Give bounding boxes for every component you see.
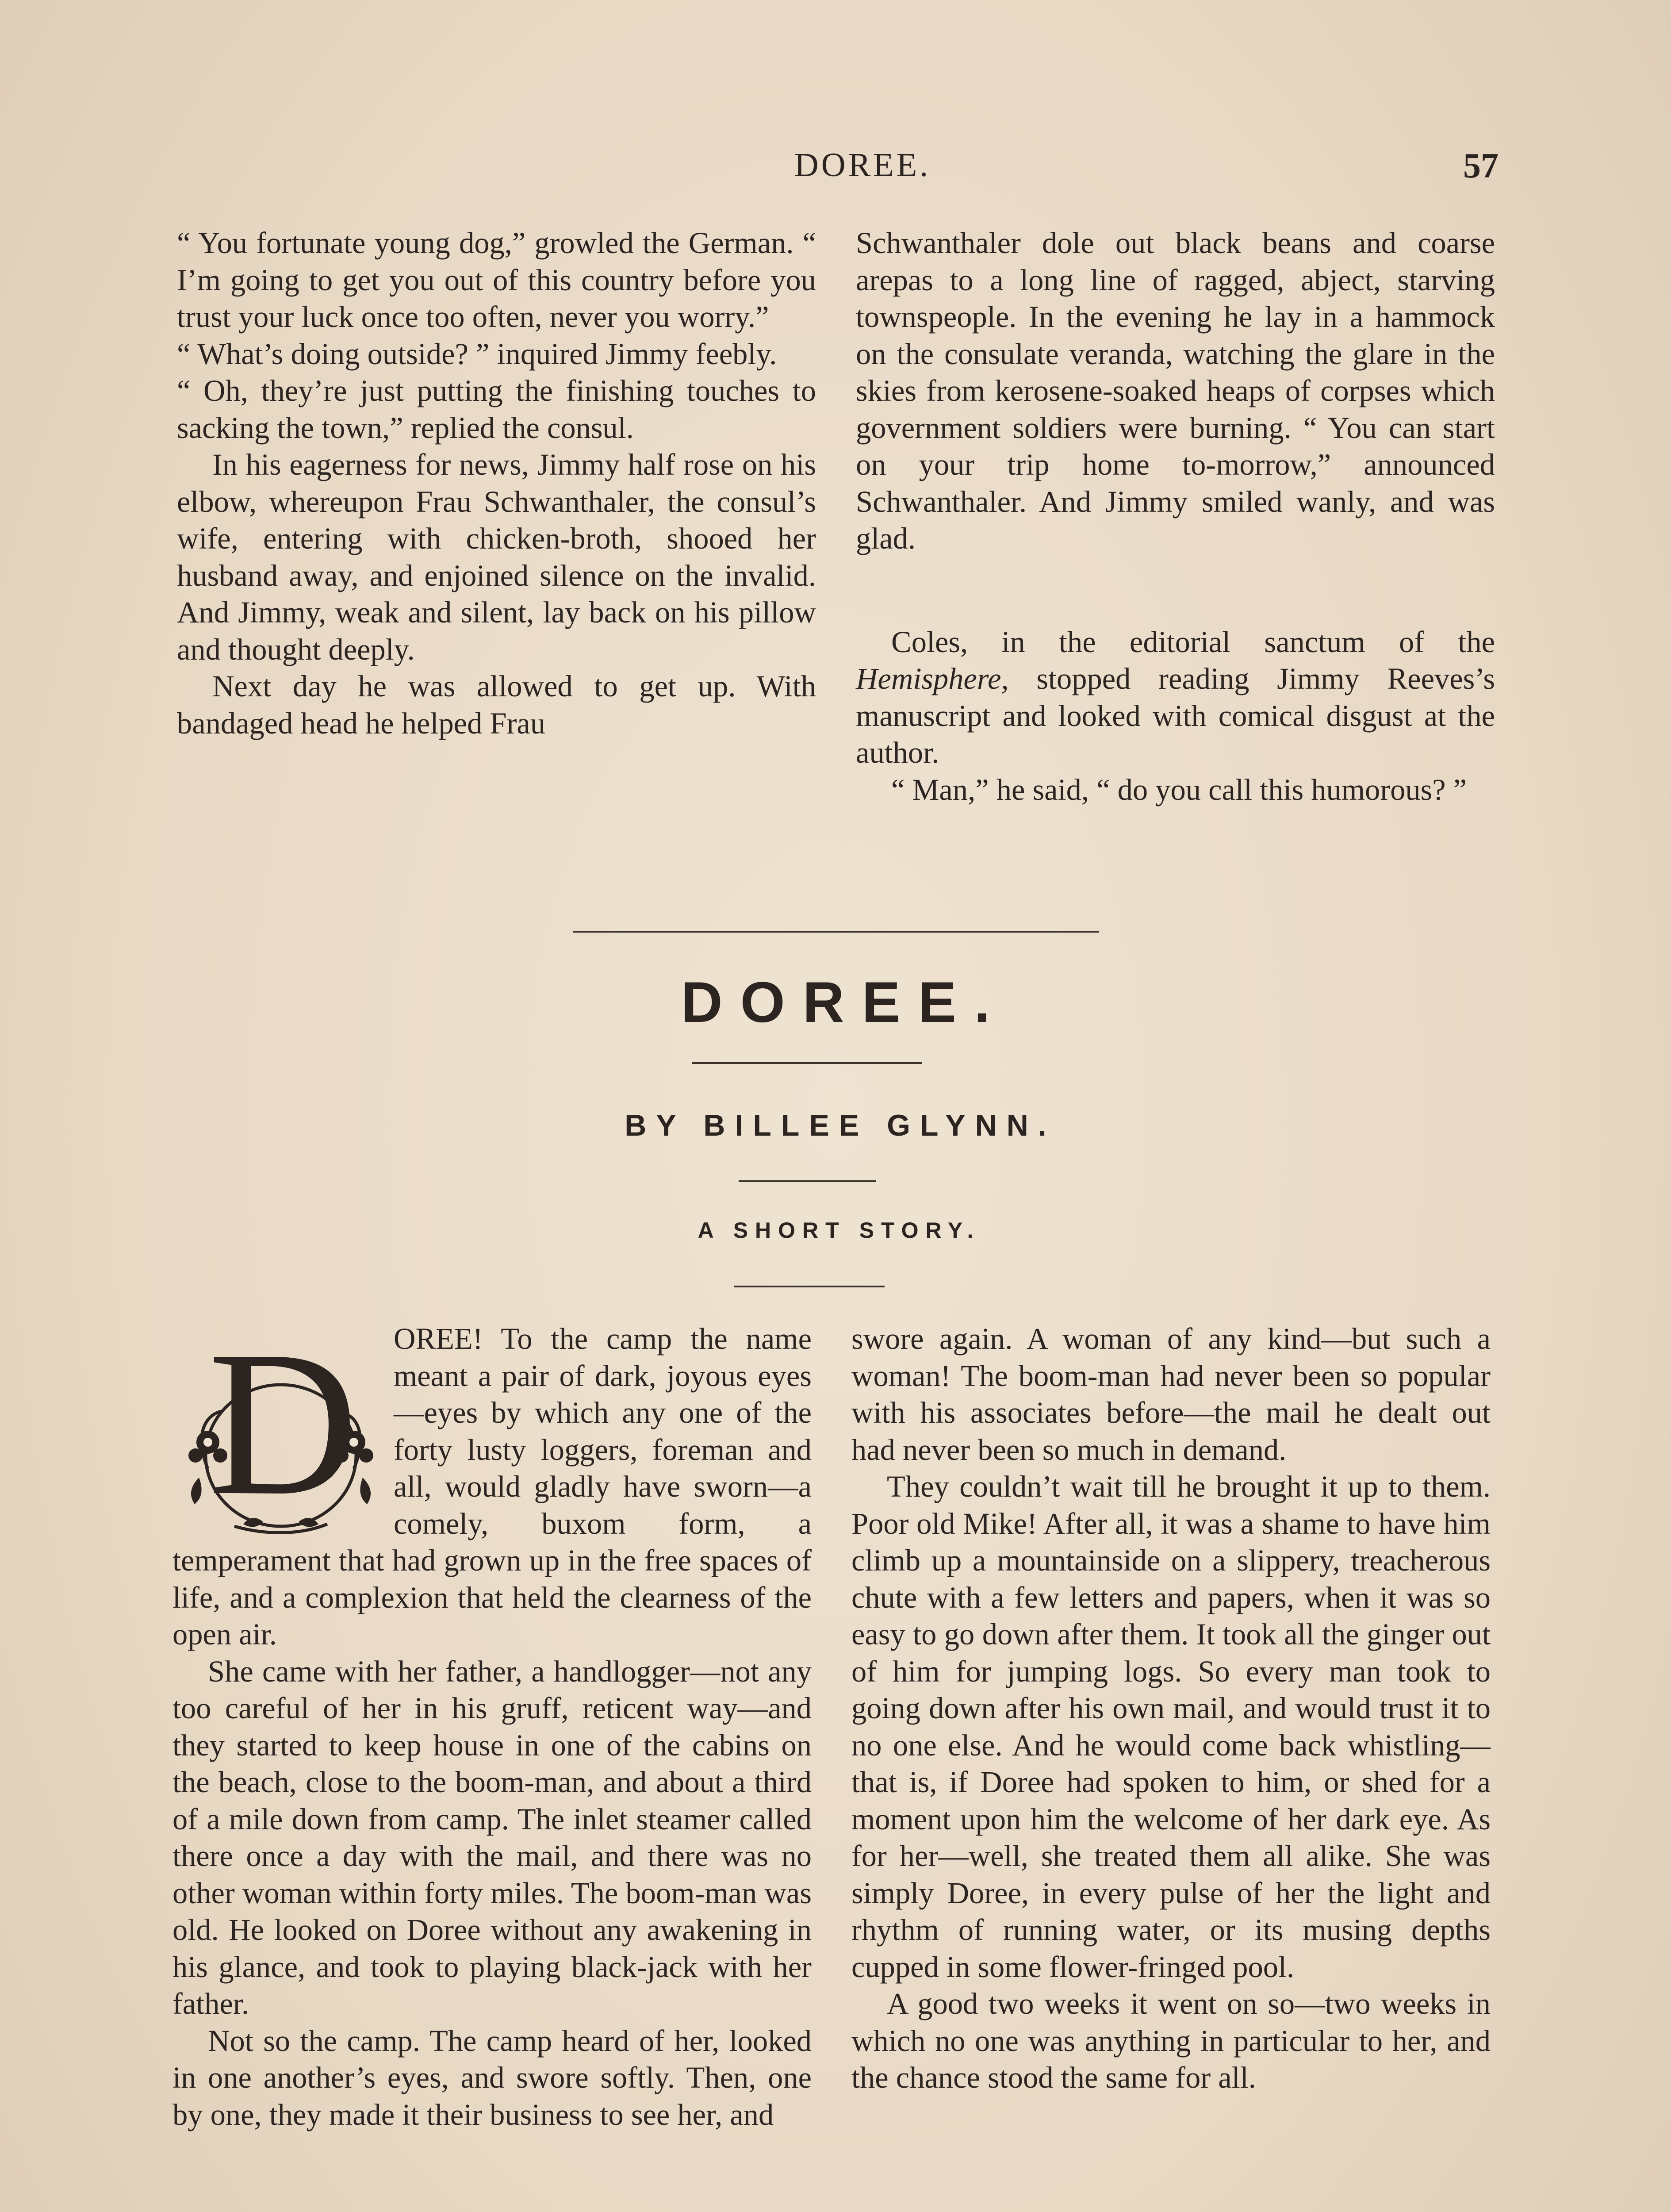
running-title: DOREE. [794, 146, 931, 184]
text-span: Coles, in the editorial sanctum of the [891, 625, 1495, 659]
paragraph: A good two weeks it went on so—two weeks in which no one was anything in particular to her, and the chance stood the same for all. [851, 1987, 1491, 2094]
title-rule [692, 1062, 922, 1064]
byline-rule [739, 1180, 876, 1182]
story-left-column [172, 1308, 812, 2133]
paragraph: She came with her father, a handlogger—not any too careful of her in his gruff, reticent way—and they started to keep house in one of the cabins on the beach, close to the boom-man, and about a third of a mile down from camp. The inlet steamer called there once a day with the mail, and there was no other woman within forty miles. The boom-man was old. He looked on Doree without any awakening in his glance, and took to playing black-jack with her father. [172, 1654, 812, 2020]
page-number: 57 [1463, 146, 1499, 185]
paragraph: They couldn’t wait till he brought it up to them. Poor old Mike! After all, it was a shame to have him climb up a mountainside on a slippery, treacherous chute with a few letters and papers, when it was so easy to go down after them. It took all the ginger out of him for jumping logs. So every man took to going down after his own mail, and would trust it to no one else. And he would come back whistling—that is, if Doree had spoken to him, or shed for a moment upon him the welcome of her dark eye. As for her—well, she treated them all alike. She was simply Doree, in every pulse of her the light and rhythm of running water, or its musing depths cupped in some flower-fringed pool. [851, 1470, 1491, 1984]
paragraph: swore again. A woman of any kind—but such a woman! The boom-man had never been so popular with his associates before—the mail he dealt out had never been so much in demand. [851, 1322, 1491, 1467]
running-head [0, 146, 1671, 190]
story-right-column [851, 1321, 1491, 2097]
previous-story-left-column [177, 225, 816, 742]
paragraph: “ Oh, they’re just putting the finishing touches to sacking the town,” replied the consul. [177, 374, 816, 445]
paragraph [856, 624, 1495, 772]
byline: BY BILLEE GLYNN. [625, 1109, 1056, 1142]
paragraph: “ What’s doing outside? ” inquired Jimmy feebly. [177, 337, 777, 371]
story-subtitle: A SHORT STORY. [698, 1218, 981, 1243]
drop-cap-letter: D [208, 1308, 358, 1538]
paragraph: “ Man,” he said, “ do you call this humorous? ” [891, 772, 1467, 806]
text-span: stopped reading Jimmy Reeves’s manuscript and looked with comical disgust at the author. [856, 662, 1495, 769]
subtitle-rule [734, 1286, 885, 1287]
story-title: DOREE. [681, 970, 1008, 1034]
paragraph: Schwanthaler dole out black beans and coarse arepas to a long line of ragged, abject, starving townspeople. In the evening he lay in a hammock on the consulate veranda, watching the glare in the skies from kerosene-soaked heaps of corpses which government soldiers were burning. “ You can start on your trip home to-morrow,” announced Schwanthaler. And Jimmy smiled wanly, and was glad. [856, 226, 1495, 555]
paragraph: In his eagerness for news, Jimmy half rose on his elbow, whereupon Frau Schwanthaler, the consul’s wife, entering with chicken-broth, shooed her husband away, and enjoined silence on the invalid. And Jimmy, weak and silent, lay back on his pillow and thought deeply. [177, 448, 816, 666]
paragraph: “ You fortunate young dog,” growled the German. “ I’m going to get you out of this country before you trust your luck once too often, never you worry.” [177, 226, 816, 334]
ornamental-drop-cap [168, 1308, 385, 1540]
paragraph: Not so the camp. The camp heard of her, looked in one another’s eyes, and swore softly. Then, one by one, they made it their business to see her, and [172, 2024, 812, 2131]
previous-story-right-column [856, 225, 1495, 808]
paragraph: Next day he was allowed to get up. With bandaged head he helped Frau [177, 669, 816, 740]
paragraph: OREE! To the camp the name meant a pair of dark, joyous eyes—eyes by which any one of the forty lusty loggers, foreman and all, would gladly have sworn—a comely, buxom form, a temperament that had grown up in the free spaces of life, and a complexion that held the clearness of the open air. [172, 1322, 812, 1651]
section-divider [573, 931, 1099, 933]
magazine-name: Hemisphere, [856, 662, 1009, 695]
